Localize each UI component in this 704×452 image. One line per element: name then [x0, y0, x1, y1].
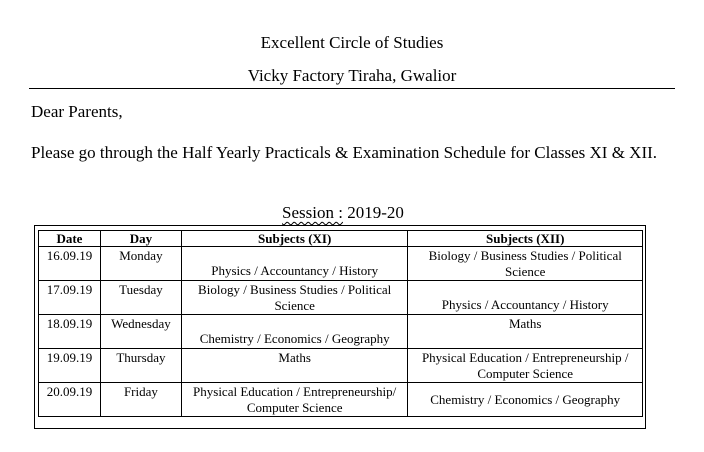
cell-subjects-xii: Biology / Business Studies / Political Science	[408, 247, 643, 281]
document-title: Excellent Circle of Studies	[260, 33, 444, 52]
table-row	[39, 349, 643, 383]
header-subjects-xi: Subjects (XI)	[181, 231, 408, 247]
cell-subjects-xi: Biology / Business Studies / Political Science	[181, 281, 408, 315]
cell-day: Thursday	[100, 349, 181, 383]
cell-subjects-xi: Maths	[181, 349, 408, 383]
cell-day: Tuesday	[100, 281, 181, 315]
cell-date: 17.09.19	[39, 281, 101, 315]
cell-subjects-xii: Maths	[408, 315, 643, 349]
cell-day: Monday	[100, 247, 181, 281]
cell-day: Wednesday	[100, 315, 181, 349]
session-value: 2019-20	[347, 203, 404, 222]
cell-date: 16.09.19	[39, 247, 101, 281]
cell-date: 18.09.19	[39, 315, 101, 349]
table-row	[39, 383, 643, 417]
table-row	[39, 315, 643, 349]
table-header-row	[39, 231, 643, 247]
cell-subjects-xi: Physical Education / Entrepreneurship/ Computer Science	[181, 383, 408, 417]
schedule-table	[38, 230, 643, 417]
intro-paragraph: Please go through the Half Yearly Practicals & Examination Schedule for Classes XI & XII.	[31, 143, 658, 162]
cell-subjects-xii: Physics / Accountancy / History	[408, 281, 643, 315]
header-subjects-xii: Subjects (XII)	[408, 231, 643, 247]
cell-date: 19.09.19	[39, 349, 101, 383]
session-label: Session :	[282, 203, 343, 222]
address: Vicky Factory Tiraha, Gwalior	[247, 66, 457, 85]
table-row	[39, 281, 643, 315]
header-date: Date	[39, 231, 101, 247]
cell-date: 20.09.19	[39, 383, 101, 417]
cell-subjects-xii: Chemistry / Economics / Geography	[408, 383, 643, 417]
cell-subjects-xi: Chemistry / Economics / Geography	[181, 315, 408, 349]
header-day: Day	[100, 231, 181, 247]
table-row	[39, 247, 643, 281]
session-line	[282, 203, 404, 223]
cell-subjects-xi: Physics / Accountancy / History	[181, 247, 408, 281]
cell-subjects-xii: Physical Education / Entrepreneurship / Computer Science	[408, 349, 643, 383]
cell-day: Friday	[100, 383, 181, 417]
header-divider	[29, 88, 675, 89]
greeting: Dear Parents,	[31, 102, 123, 121]
